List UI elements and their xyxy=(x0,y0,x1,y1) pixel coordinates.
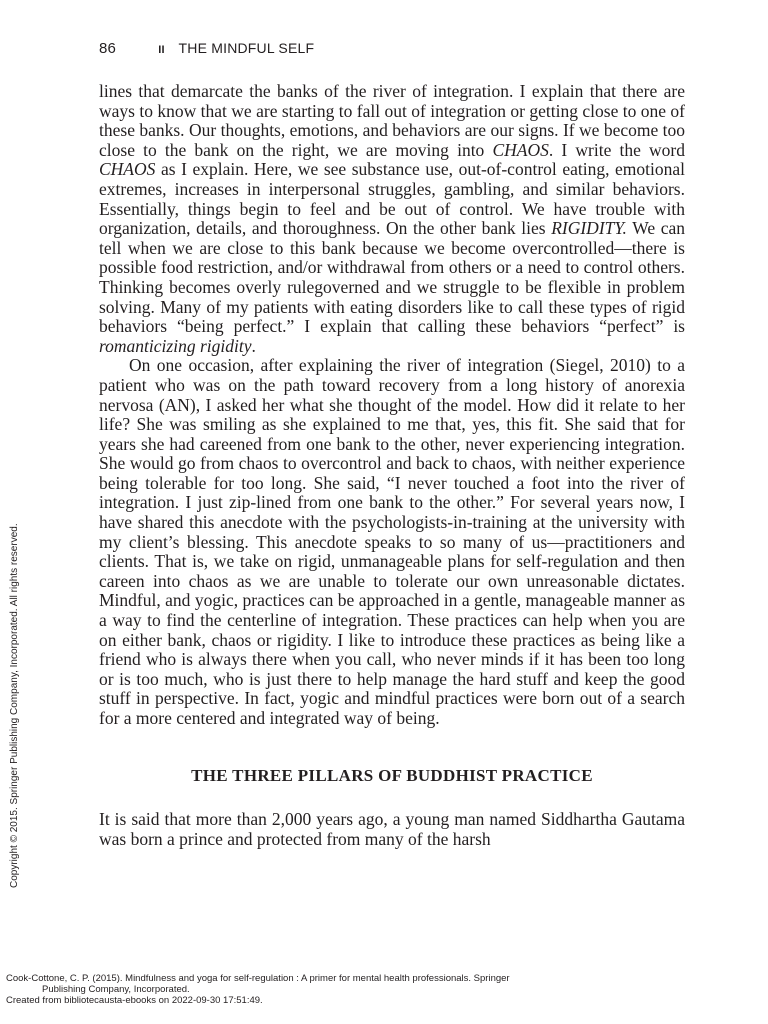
side-copyright-notice: Copyright © 2015. Springer Publishing Company, Incorporated. All rights reserved. xyxy=(9,523,20,888)
footer-citation-line1: Cook-Cottone, C. P. (2015). Mindfulness and yoga for self-regulation : A primer for mental health professionals. Springer xyxy=(6,973,510,984)
text-run: . xyxy=(251,335,256,356)
running-head xyxy=(99,40,314,57)
paragraph-river-of-integration xyxy=(99,82,685,356)
paragraph-patient-anecdote: On one occasion, after explaining the river of integration (Siegel, 2010) to a patient who was on the path toward recovery from a long history of anorexia nervosa (AN), I asked her what she thought of the model. How did it relate to her life? She was smiling as she explained to me that, yes, this fit. She said that for years she had careened from one bank to the other, never experiencing integration. She would go from chaos to overcontrol and back to chaos, with neither experience being tolerable for too long. She said, “I never touched a foot into the river of integration. I just zip-lined from one bank to the other.” For several years now, I have shared this anecdote with the psychologists-in-training at the university with my client’s blessing. This anecdote speaks to so many of us—practitioners and clients. That is, we take on rigid, unmanageable plans for self-regulation and then careen into chaos as we are unable to tolerate our own unreasonable dictates. Mindful, and yogic, practices can be approached in a gentle, manageable manner as a way to find the centerline of integration. These practices can help when you are on either bank, chaos or rigidity. I like to introduce these practices as being like a friend who is always there when you call, who never minds if it has been too long or is too much, who is just there to help manage the hard stuff and keep the good stuff in perspective. In fact, yogic and mindful practices were born out of a search for a more centered and integrated way of being. xyxy=(99,355,685,728)
text-run: as I explain. Here, we see substance use, out-of-control eating, emotional extremes, increases in interpersonal struggles, gambling, and similar behaviors. Essentially, things begin to feel and be out of control. We have trouble with organization, details, and thoroughness. On the other bank lies xyxy=(99,159,685,239)
footer-created-line: Created from bibliotecausta-ebooks on 2022-09-30 17:51:49. xyxy=(6,995,263,1006)
emphasis-chaos: CHAOS xyxy=(99,159,156,180)
text-run: . I write the word xyxy=(548,139,685,160)
page-number: 86 xyxy=(99,40,117,57)
text-run: We can tell when we are close to this bank because we become overcontrolled—there is possible food restriction, and/or withdrawal from others or a need to control others. Thinking becomes overly rulegoverned and we struggle to be flexible in problem solving. Many of my patients with eating disorders like to call these types of rigid behaviors “being perfect.” I explain that calling these behaviors “perfect” is xyxy=(99,218,685,337)
body-text xyxy=(99,82,685,849)
running-title: THE MINDFUL SELF xyxy=(178,40,315,56)
emphasis-rigidity: RIGIDITY. xyxy=(551,218,627,239)
part-marker: II xyxy=(158,44,165,56)
paragraph-siddhartha: It is said that more than 2,000 years ago, a young man named Siddhartha Gautama was born a prince and protected from many of the harsh xyxy=(99,809,685,849)
citation-footer xyxy=(6,973,510,1006)
footer-citation-line2: Publishing Company, Incorporated. xyxy=(42,984,190,995)
emphasis-chaos: CHAOS xyxy=(492,139,549,160)
text-run: lines that demarcate the banks of the river of integration. I explain that there are ways to know that we are starting to fall out of integration or getting close to one of these banks. Our thoughts, emotions, and behaviors are our signs. If we become too close to the bank on the right, we are moving into xyxy=(99,81,685,160)
emphasis-romanticizing-rigidity: romanticizing rigidity xyxy=(99,335,252,356)
section-heading: THE THREE PILLARS OF BUDDHIST PRACTICE xyxy=(191,765,593,785)
